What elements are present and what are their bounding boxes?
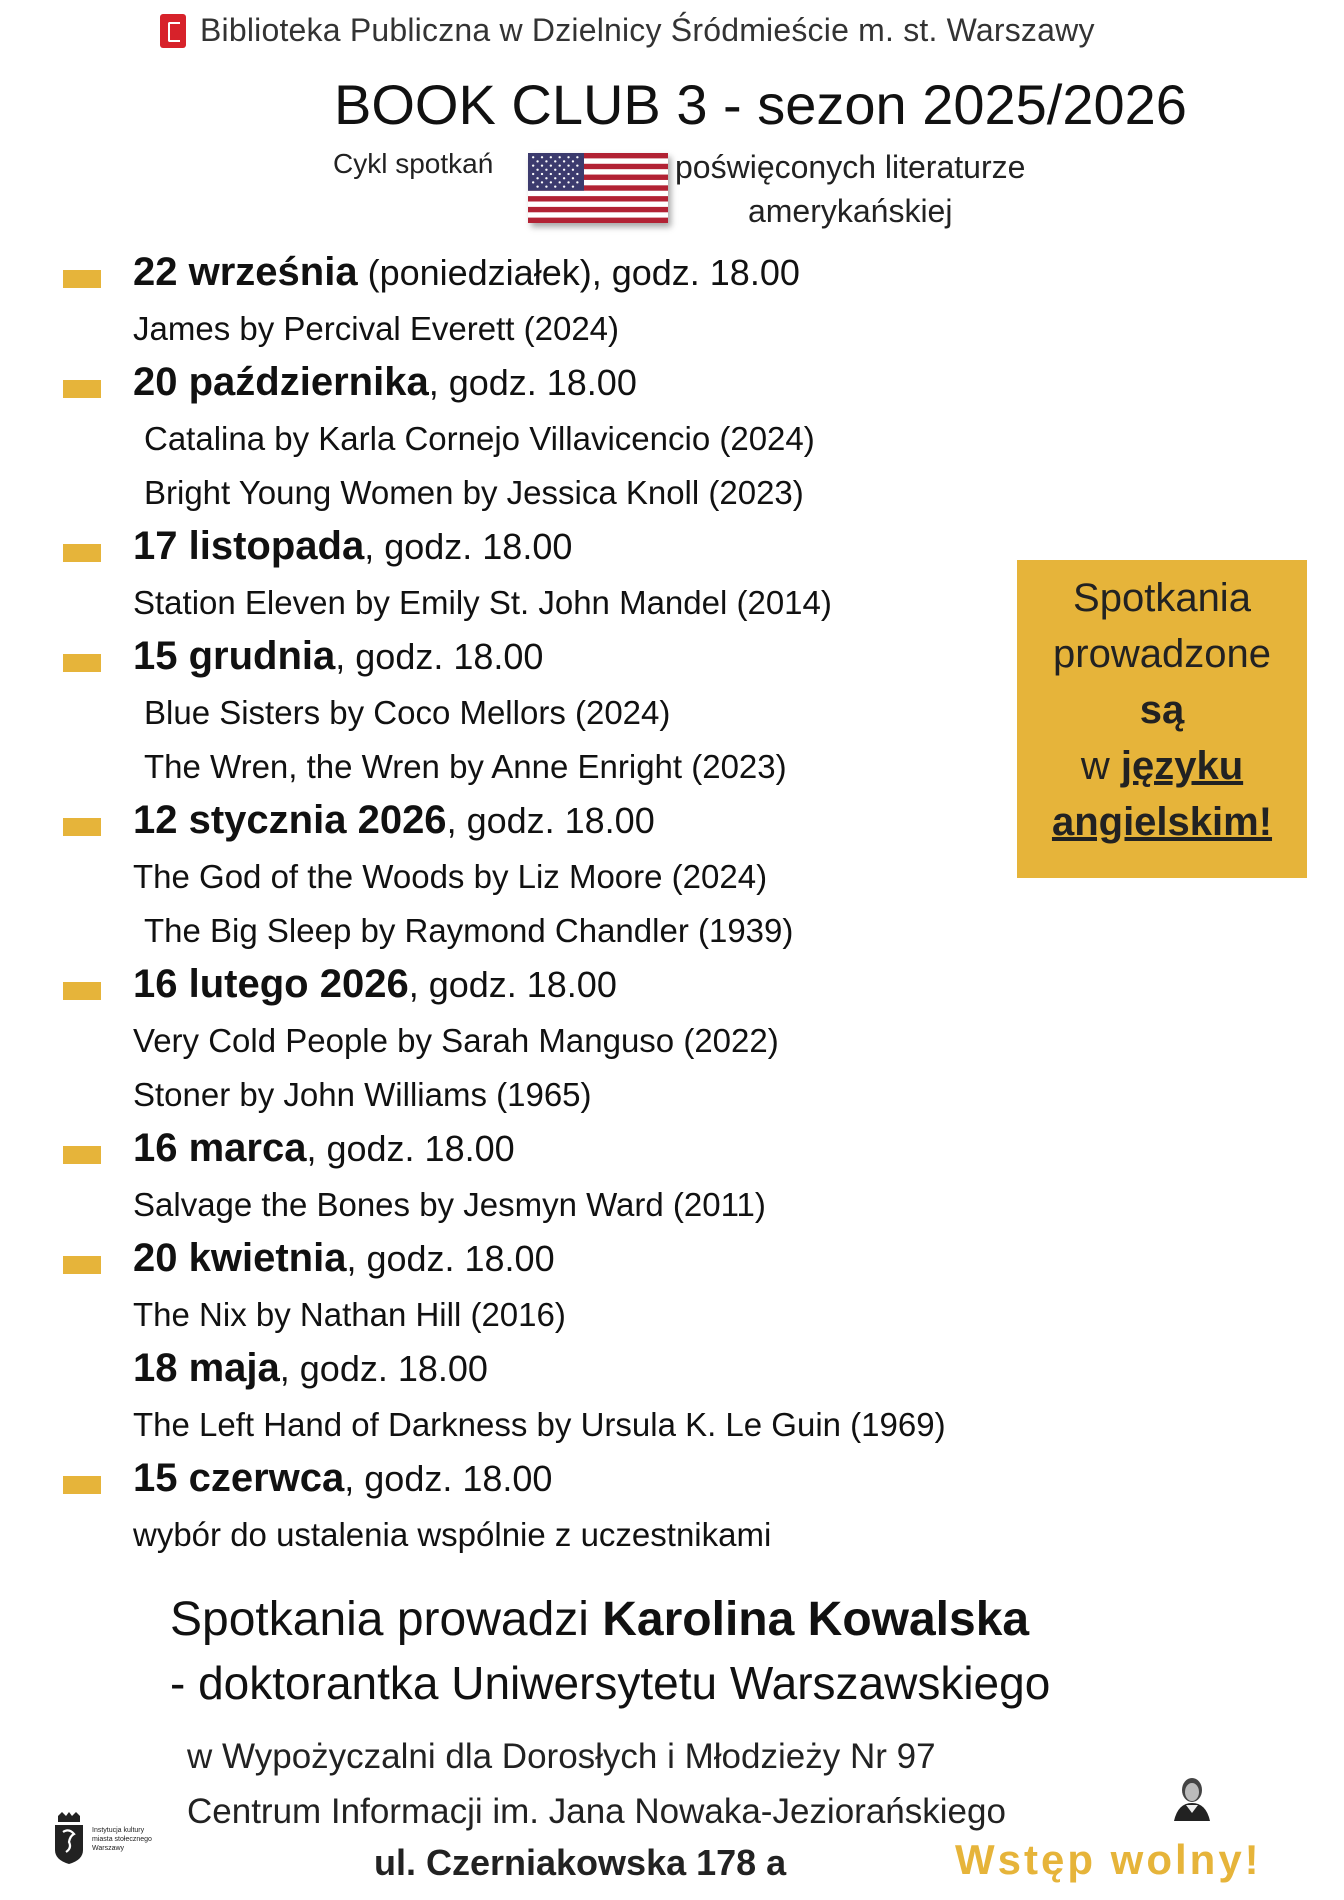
us-flag-icon bbox=[528, 153, 668, 223]
library-logo-icon bbox=[160, 14, 186, 48]
event-item bbox=[0, 520, 1020, 630]
event-header bbox=[0, 246, 1020, 302]
city-logo-text: Instytucja kultury miasta stołecznego Warszawy bbox=[92, 1827, 152, 1852]
bullet-marker-icon bbox=[63, 818, 101, 836]
notice-line-5: angielskim! bbox=[1051, 800, 1273, 844]
event-list bbox=[0, 246, 1020, 1562]
event-time: , godz. 18.00 bbox=[306, 1128, 515, 1169]
notice-line-3: są bbox=[1139, 688, 1185, 732]
bullet-marker-icon bbox=[63, 1146, 101, 1164]
bullet-marker-icon bbox=[63, 1476, 101, 1494]
book-title: wybór do ustalenia wspólnie z uczestnikami bbox=[133, 1516, 772, 1553]
event-date-line bbox=[133, 524, 572, 569]
book-title: Catalina by Karla Cornejo Villavicencio (2024) bbox=[144, 420, 815, 457]
event-item bbox=[0, 630, 1020, 794]
book-title: Blue Sisters by Coco Mellors (2024) bbox=[144, 694, 671, 731]
city-institution-logo bbox=[52, 1812, 162, 1864]
address: ul. Czerniakowska 178 a bbox=[374, 1842, 787, 1883]
event-item bbox=[0, 356, 1020, 520]
event-item bbox=[0, 794, 1020, 958]
event-header bbox=[0, 1342, 1020, 1398]
event-date: 16 marca bbox=[133, 1126, 307, 1170]
event-time: , godz. 18.00 bbox=[344, 1458, 553, 1499]
cycle-label: Cykl spotkań bbox=[333, 148, 494, 179]
library-name: Biblioteka Publiczna w Dzielnicy Śródmieście m. st. Warszawy bbox=[200, 12, 1095, 48]
book-title: Salvage the Bones by Jesmyn Ward (2011) bbox=[133, 1186, 766, 1223]
book-title: Bright Young Women by Jessica Knoll (2023) bbox=[144, 474, 804, 511]
library-header bbox=[160, 12, 1095, 49]
event-header bbox=[0, 958, 1020, 1014]
event-item bbox=[0, 958, 1020, 1122]
event-item bbox=[0, 1452, 1020, 1562]
book-title: The Nix by Nathan Hill (2016) bbox=[133, 1296, 566, 1333]
event-time: , godz. 18.00 bbox=[364, 526, 573, 567]
host-line bbox=[170, 1592, 1029, 1647]
event-date-line bbox=[133, 360, 637, 405]
language-notice-box bbox=[1017, 560, 1307, 878]
notice-line-4-underlined: języku bbox=[1120, 744, 1244, 788]
book-title: Very Cold People by Sarah Manguso (2022) bbox=[133, 1022, 779, 1059]
event-time: , godz. 18.00 bbox=[446, 800, 655, 841]
event-time: , godz. 18.00 bbox=[279, 1348, 488, 1389]
bullet-marker-icon bbox=[63, 380, 101, 398]
portrait-icon bbox=[1170, 1773, 1214, 1821]
event-date: 20 kwietnia bbox=[133, 1236, 347, 1280]
event-item bbox=[0, 1122, 1020, 1232]
event-header bbox=[0, 520, 1020, 576]
location-line-2: Centrum Informacji im. Jana Nowaka-Jeziorańskiego bbox=[187, 1792, 1006, 1831]
book-title: Station Eleven by Emily St. John Mandel (2014) bbox=[133, 584, 832, 621]
cycle-description bbox=[675, 145, 1025, 233]
page-title: BOOK CLUB 3 - sezon 2025/2026 bbox=[334, 73, 1187, 136]
event-time: , godz. 18.00 bbox=[346, 1238, 555, 1279]
notice-line-4-prefix: w bbox=[1080, 744, 1121, 788]
event-date: 15 czerwca bbox=[133, 1456, 345, 1500]
event-date: 18 maja bbox=[133, 1346, 280, 1390]
host-role: - doktorantka Uniwersytetu Warszawskiego bbox=[170, 1657, 1051, 1709]
event-item bbox=[0, 1232, 1020, 1342]
bullet-marker-icon bbox=[63, 270, 101, 288]
event-date-line bbox=[133, 798, 655, 843]
notice-line-2: prowadzone bbox=[1053, 632, 1271, 676]
event-header bbox=[0, 630, 1020, 686]
event-date: 20 października bbox=[133, 360, 429, 404]
event-date: 16 lutego 2026 bbox=[133, 962, 409, 1006]
event-date-line bbox=[133, 1126, 515, 1171]
free-entry: Wstęp wolny! bbox=[955, 1836, 1262, 1883]
event-date: 17 listopada bbox=[133, 524, 365, 568]
book-title: The God of the Woods by Liz Moore (2024) bbox=[133, 858, 768, 895]
event-item bbox=[0, 246, 1020, 356]
event-item bbox=[0, 1342, 1020, 1452]
bullet-marker-icon bbox=[63, 982, 101, 1000]
event-header bbox=[0, 794, 1020, 850]
event-date-line bbox=[133, 962, 617, 1007]
bullet-marker-icon bbox=[63, 1256, 101, 1274]
book-title: The Big Sleep by Raymond Chandler (1939) bbox=[144, 912, 794, 949]
event-time: , godz. 18.00 bbox=[335, 636, 544, 677]
notice-line-4 bbox=[1017, 738, 1307, 794]
event-time: (poniedziałek), godz. 18.00 bbox=[357, 252, 800, 293]
location-line-1: w Wypożyczalni dla Dorosłych i Młodzieży Nr 97 bbox=[187, 1737, 936, 1776]
cycle-line-1: poświęconych literaturze bbox=[675, 149, 1026, 185]
event-date-line bbox=[133, 1346, 488, 1391]
event-header bbox=[0, 1122, 1020, 1178]
host-prefix: Spotkania prowadzi bbox=[170, 1593, 603, 1646]
event-date-line bbox=[133, 634, 543, 679]
bullet-marker-icon bbox=[63, 544, 101, 562]
event-date: 12 stycznia 2026 bbox=[133, 798, 447, 842]
event-date-line bbox=[133, 250, 800, 295]
host-name: Karolina Kowalska bbox=[602, 1593, 1030, 1646]
notice-line-1: Spotkania bbox=[1073, 576, 1251, 620]
event-date: 15 grudnia bbox=[133, 634, 336, 678]
book-title: The Wren, the Wren by Anne Enright (2023) bbox=[144, 748, 787, 785]
event-header bbox=[0, 1232, 1020, 1288]
event-time: , godz. 18.00 bbox=[408, 964, 617, 1005]
bullet-marker-icon bbox=[63, 654, 101, 672]
warsaw-crest-icon bbox=[52, 1812, 86, 1864]
event-header bbox=[0, 356, 1020, 412]
cycle-line-2: amerykańskiej bbox=[747, 193, 953, 229]
book-title: The Left Hand of Darkness by Ursula K. Le Guin (1969) bbox=[133, 1406, 946, 1443]
event-time: , godz. 18.00 bbox=[428, 362, 637, 403]
event-date: 22 września bbox=[133, 250, 358, 294]
event-header bbox=[0, 1452, 1020, 1508]
event-date-line bbox=[133, 1456, 552, 1501]
event-date-line bbox=[133, 1236, 555, 1281]
book-title: James by Percival Everett (2024) bbox=[133, 310, 620, 347]
book-title: Stoner by John Williams (1965) bbox=[133, 1076, 592, 1113]
